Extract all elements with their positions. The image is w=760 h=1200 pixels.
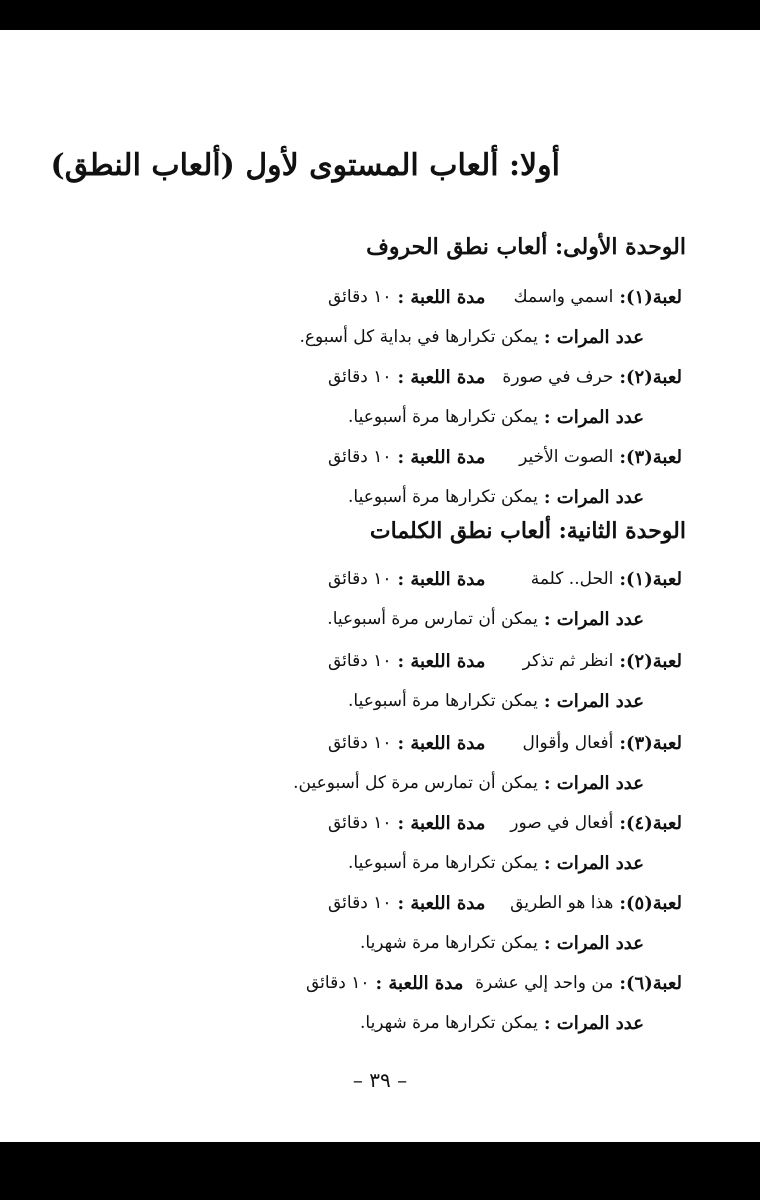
unit1-game3-count <box>348 480 644 514</box>
unit1-heading: الوحدة الأولى: ألعاب نطق الحروف <box>366 234 686 260</box>
game-duration <box>328 569 485 590</box>
duration-value: ١٠ دقائق <box>327 650 392 671</box>
unit2-game3-line <box>328 726 682 760</box>
game-duration <box>328 367 485 388</box>
unit2-game5-count <box>360 926 644 960</box>
duration-value: ١٠ دقائق <box>327 568 392 589</box>
duration-label: مدة اللعبة : <box>397 650 486 672</box>
game-name: الصوت الأخير <box>519 447 614 467</box>
duration-label: مدة اللعبة : <box>375 972 464 994</box>
count-value: يمكن تكرارها مرة شهريا. <box>359 1013 538 1033</box>
count-label: عدد المرات : <box>543 772 644 794</box>
game-name: من واحد إلي عشرة <box>475 973 614 993</box>
game-label: لعبة(٣): <box>619 732 682 754</box>
game-name: أفعال في صور <box>510 813 614 833</box>
unit2-game5-line <box>328 886 682 920</box>
count-value: يمكن تكرارها مرة أسبوعيا. <box>348 487 538 507</box>
game-label: لعبة(٢): <box>619 650 682 672</box>
game-label: لعبة(٢): <box>619 366 682 388</box>
duration-label: مدة اللعبة : <box>397 286 486 308</box>
game-label: لعبة(٤): <box>619 812 682 834</box>
duration-label: مدة اللعبة : <box>397 812 486 834</box>
game-name: الحل.. كلمة <box>530 569 614 589</box>
count-value: يمكن تكرارها مرة أسبوعيا. <box>348 407 538 427</box>
game-duration <box>328 813 485 834</box>
game-label: لعبة(٣): <box>619 446 682 468</box>
count-value: يمكن تكرارها في بداية كل أسبوع. <box>299 327 538 347</box>
unit1-game1-count <box>299 320 644 354</box>
unit1-game3-line <box>328 440 682 474</box>
game-duration <box>306 973 463 994</box>
count-value: يمكن أن تمارس مرة كل أسبوعين. <box>293 773 538 793</box>
duration-value: ١٠ دقائق <box>327 286 392 307</box>
duration-label: مدة اللعبة : <box>397 892 486 914</box>
count-label: عدد المرات : <box>543 406 644 428</box>
page-title: أولا: ألعاب المستوى لأول (ألعاب النطق) <box>50 148 560 183</box>
count-value: يمكن تكرارها مرة أسبوعيا. <box>348 853 538 873</box>
unit2-heading: الوحدة الثانية: ألعاب نطق الكلمات <box>369 518 686 544</box>
unit2-game1-line <box>328 562 682 596</box>
duration-label: مدة اللعبة : <box>397 446 486 468</box>
count-label: عدد المرات : <box>543 326 644 348</box>
duration-value: ١٠ دقائق <box>327 732 392 753</box>
count-label: عدد المرات : <box>543 932 644 954</box>
count-value: يمكن تكرارها مرة شهريا. <box>359 933 538 953</box>
game-duration <box>328 651 485 672</box>
game-duration <box>328 287 485 308</box>
count-label: عدد المرات : <box>543 852 644 874</box>
game-label: لعبة(١): <box>619 286 682 308</box>
duration-label: مدة اللعبة : <box>397 366 486 388</box>
unit2-game6-line <box>306 966 682 1000</box>
game-name: اسمي واسمك <box>513 287 614 307</box>
unit1-game2-line <box>328 360 682 394</box>
game-name: انظر ثم تذكر <box>522 651 614 671</box>
duration-value: ١٠ دقائق <box>327 446 392 467</box>
duration-value: ١٠ دقائق <box>305 972 370 993</box>
game-label: لعبة(٦): <box>619 972 682 994</box>
unit1-game1-line <box>328 280 682 314</box>
count-value: يمكن تكرارها مرة أسبوعيا. <box>348 691 538 711</box>
game-name: أفعال وأقوال <box>522 733 614 753</box>
game-name: هذا هو الطريق <box>510 893 614 913</box>
duration-value: ١٠ دقائق <box>327 812 392 833</box>
unit1-game2-count <box>348 400 644 434</box>
count-label: عدد المرات : <box>543 690 644 712</box>
count-label: عدد المرات : <box>543 608 644 630</box>
game-name: حرف في صورة <box>502 367 614 387</box>
duration-label: مدة اللعبة : <box>397 568 486 590</box>
unit2-game2-line <box>328 644 682 678</box>
count-label: عدد المرات : <box>543 1012 644 1034</box>
unit2-game1-count <box>327 602 644 636</box>
unit2-game3-count <box>293 766 644 800</box>
page-number: – ٣٩ – <box>352 1068 408 1092</box>
duration-label: مدة اللعبة : <box>397 732 486 754</box>
game-duration <box>328 733 485 754</box>
game-duration <box>328 893 485 914</box>
document-page <box>0 30 760 1142</box>
duration-value: ١٠ دقائق <box>327 892 392 913</box>
game-duration <box>328 447 485 468</box>
count-value: يمكن أن تمارس مرة أسبوعيا. <box>327 609 538 629</box>
unit2-game4-line <box>328 806 682 840</box>
unit2-game4-count <box>348 846 644 880</box>
game-label: لعبة(٥): <box>619 892 682 914</box>
count-label: عدد المرات : <box>543 486 644 508</box>
game-label: لعبة(١): <box>619 568 682 590</box>
unit2-game2-count <box>348 684 644 718</box>
duration-value: ١٠ دقائق <box>327 366 392 387</box>
unit2-game6-count <box>360 1006 644 1040</box>
